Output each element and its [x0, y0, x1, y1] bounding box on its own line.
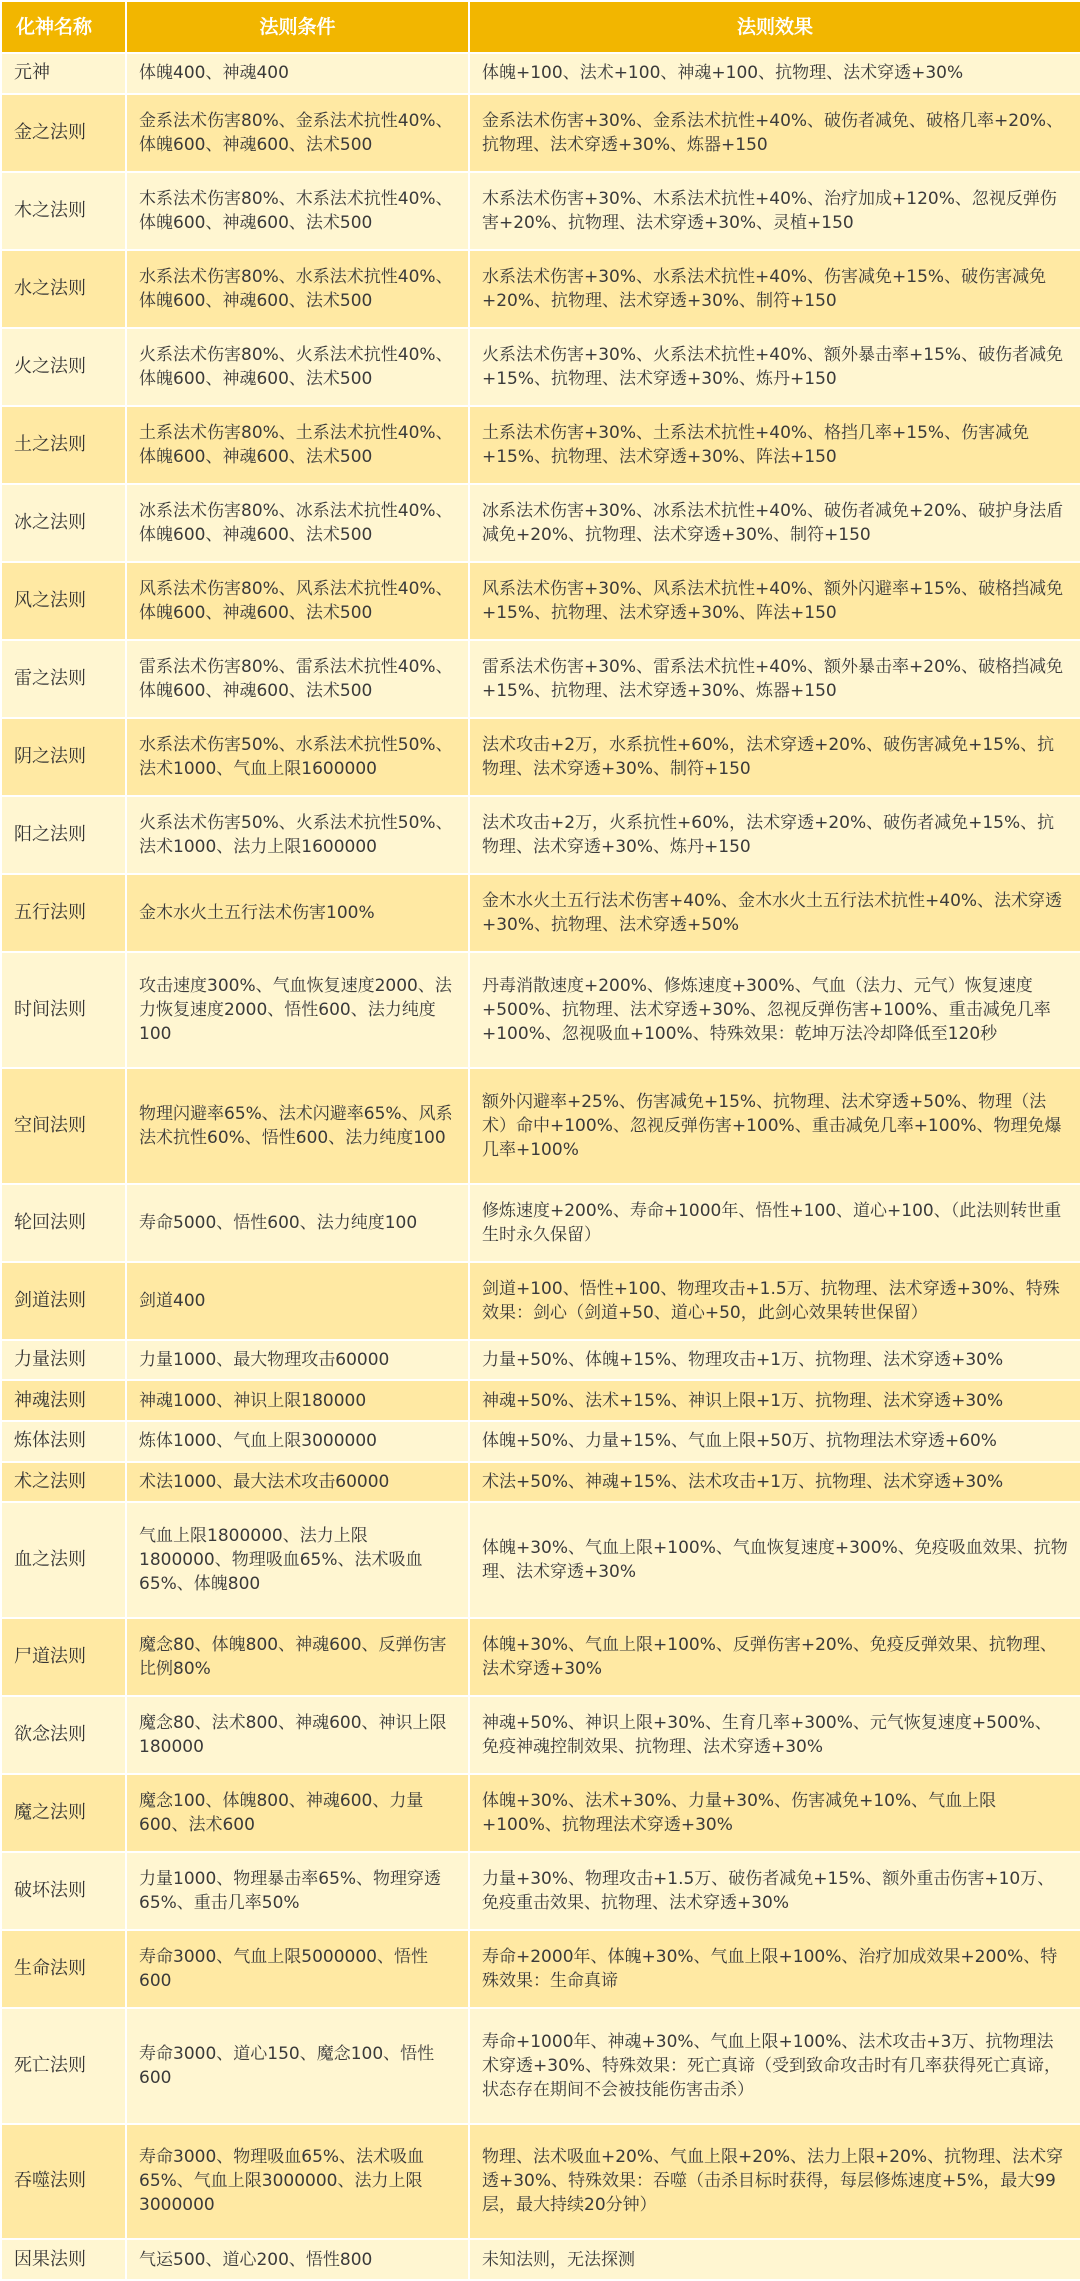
- law-effect: 额外闪避率+25%、伤害减免+15%、抗物理、法术穿透+50%、物理（法术）命中+100%、忽视反弹伤害+100%、重击减免几率+100%、物理免爆几率+100%: [469, 1068, 1080, 1184]
- law-condition: 物理闪避率65%、法术闪避率65%、风系法术抗性60%、悟性600、法力纯度100: [126, 1068, 469, 1184]
- law-name: 吞噬法则: [1, 2124, 126, 2240]
- law-condition: 魔念80、法术800、神魂600、神识上限180000: [126, 1696, 469, 1774]
- law-effect: 体魄+50%、力量+15%、气血上限+50万、抗物理法术穿透+60%: [469, 1421, 1080, 1462]
- law-name: 欲念法则: [1, 1696, 126, 1774]
- law-name: 金之法则: [1, 94, 126, 172]
- law-effect: 雷系法术伤害+30%、雷系法术抗性+40%、额外暴击率+20%、破格挡减免+15%、抗物理、法术穿透+30%、炼器+150: [469, 640, 1080, 718]
- law-name: 雷之法则: [1, 640, 126, 718]
- law-name: 空间法则: [1, 1068, 126, 1184]
- law-condition: 火系法术伤害50%、火系法术抗性50%、法术1000、法力上限1600000: [126, 796, 469, 874]
- table-row: [1, 796, 1080, 874]
- table-row: [1, 2239, 1080, 2280]
- law-name: 破坏法则: [1, 1852, 126, 1930]
- table-body: [1, 53, 1080, 2280]
- law-name: 阳之法则: [1, 796, 126, 874]
- table-row: [1, 1462, 1080, 1503]
- table-row: [1, 484, 1080, 562]
- law-effect: 未知法则，无法探测: [469, 2239, 1080, 2280]
- table-row: [1, 1068, 1080, 1184]
- table-row: [1, 874, 1080, 952]
- law-condition: 冰系法术伤害80%、冰系法术抗性40%、体魄600、神魂600、法术500: [126, 484, 469, 562]
- law-name: 尸道法则: [1, 1618, 126, 1696]
- table-row: [1, 406, 1080, 484]
- law-condition: 气运500、道心200、悟性800: [126, 2239, 469, 2280]
- table-header-row: [1, 1, 1080, 53]
- law-condition: 寿命3000、道心150、魔念100、悟性600: [126, 2008, 469, 2124]
- law-condition: 水系法术伤害80%、水系法术抗性40%、体魄600、神魂600、法术500: [126, 250, 469, 328]
- law-effect: 寿命+2000年、体魄+30%、气血上限+100%、治疗加成效果+200%、特殊效果：生命真谛: [469, 1930, 1080, 2008]
- law-condition: 木系法术伤害80%、木系法术抗性40%、体魄600、神魂600、法术500: [126, 172, 469, 250]
- table-row: [1, 1421, 1080, 1462]
- law-name: 阴之法则: [1, 718, 126, 796]
- law-name: 因果法则: [1, 2239, 126, 2280]
- table-row: [1, 1380, 1080, 1421]
- law-condition: 火系法术伤害80%、火系法术抗性40%、体魄600、神魂600、法术500: [126, 328, 469, 406]
- law-name: 冰之法则: [1, 484, 126, 562]
- table-row: [1, 1618, 1080, 1696]
- law-effect: 体魄+30%、法术+30%、力量+30%、伤害减免+10%、气血上限+100%、抗物理法术穿透+30%: [469, 1774, 1080, 1852]
- law-condition: 术法1000、最大法术攻击60000: [126, 1462, 469, 1503]
- law-effect: 力量+30%、物理攻击+1.5万、破伤者减免+15%、额外重击伤害+10万、免疫重击效果、抗物理、法术穿透+30%: [469, 1852, 1080, 1930]
- table-row: [1, 250, 1080, 328]
- table-row: [1, 1852, 1080, 1930]
- law-effect: 冰系法术伤害+30%、冰系法术抗性+40%、破伤者减免+20%、破护身法盾减免+20%、抗物理、法术穿透+30%、制符+150: [469, 484, 1080, 562]
- law-name: 炼体法则: [1, 1421, 126, 1462]
- table-row: [1, 2124, 1080, 2240]
- law-condition: 魔念100、体魄800、神魂600、力量600、法术600: [126, 1774, 469, 1852]
- law-effect: 水系法术伤害+30%、水系法术抗性+40%、伤害减免+15%、破伤害减免+20%、抗物理、法术穿透+30%、制符+150: [469, 250, 1080, 328]
- law-effect: 法术攻击+2万，火系抗性+60%，法术穿透+20%、破伤者减免+15%、抗物理、法术穿透+30%、炼丹+150: [469, 796, 1080, 874]
- law-effect: 剑道+100、悟性+100、物理攻击+1.5万、抗物理、法术穿透+30%、特殊效果：剑心（剑道+50、道心+50，此剑心效果转世保留）: [469, 1262, 1080, 1340]
- law-effect: 火系法术伤害+30%、火系法术抗性+40%、额外暴击率+15%、破伤者减免+15%、抗物理、法术穿透+30%、炼丹+150: [469, 328, 1080, 406]
- law-effect: 寿命+1000年、神魂+30%、气血上限+100%、法术攻击+3万、抗物理法术穿透+30%、特殊效果：死亡真谛（受到致命攻击时有几率获得死亡真谛，状态存在期间不会被技能伤害击杀）: [469, 2008, 1080, 2124]
- law-condition: 寿命3000、物理吸血65%、法术吸血65%、气血上限3000000、法力上限3000000: [126, 2124, 469, 2240]
- law-name: 剑道法则: [1, 1262, 126, 1340]
- law-condition: 剑道400: [126, 1262, 469, 1340]
- law-name: 火之法则: [1, 328, 126, 406]
- law-effect: 修炼速度+200%、寿命+1000年、悟性+100、道心+100、（此法则转世重生时永久保留）: [469, 1184, 1080, 1262]
- law-name: 五行法则: [1, 874, 126, 952]
- law-condition: 金系法术伤害80%、金系法术抗性40%、体魄600、神魂600、法术500: [126, 94, 469, 172]
- law-effect: 术法+50%、神魂+15%、法术攻击+1万、抗物理、法术穿透+30%: [469, 1462, 1080, 1503]
- table-row: [1, 1340, 1080, 1381]
- table-row: [1, 1184, 1080, 1262]
- law-effect: 木系法术伤害+30%、木系法术抗性+40%、治疗加成+120%、忽视反弹伤害+20%、抗物理、法术穿透+30%、灵植+150: [469, 172, 1080, 250]
- table-row: [1, 718, 1080, 796]
- law-condition: 风系法术伤害80%、风系法术抗性40%、体魄600、神魂600、法术500: [126, 562, 469, 640]
- law-condition: 金木水火土五行法术伤害100%: [126, 874, 469, 952]
- law-effect: 物理、法术吸血+20%、气血上限+20%、法力上限+20%、抗物理、法术穿透+30%、特殊效果：吞噬（击杀目标时获得，每层修炼速度+5%，最大99层，最大持续20分钟）: [469, 2124, 1080, 2240]
- law-name: 死亡法则: [1, 2008, 126, 2124]
- law-effect: 丹毒消散速度+200%、修炼速度+300%、气血（法力、元气）恢复速度+500%、抗物理、法术穿透+30%、忽视反弹伤害+100%、重击减免几率+100%、忽视吸血+100%、特殊效果：乾坤万法冷却降低至120秒: [469, 952, 1080, 1068]
- law-effect: 体魄+30%、气血上限+100%、反弹伤害+20%、免疫反弹效果、抗物理、法术穿透+30%: [469, 1618, 1080, 1696]
- law-effect: 神魂+50%、神识上限+30%、生育几率+300%、元气恢复速度+500%、免疫神魂控制效果、抗物理、法术穿透+30%: [469, 1696, 1080, 1774]
- law-effect: 力量+50%、体魄+15%、物理攻击+1万、抗物理、法术穿透+30%: [469, 1340, 1080, 1381]
- table-row: [1, 1502, 1080, 1618]
- table-row: [1, 952, 1080, 1068]
- law-condition: 雷系法术伤害80%、雷系法术抗性40%、体魄600、神魂600、法术500: [126, 640, 469, 718]
- law-name: 术之法则: [1, 1462, 126, 1503]
- law-condition: 神魂1000、神识上限180000: [126, 1380, 469, 1421]
- law-name: 血之法则: [1, 1502, 126, 1618]
- law-name: 生命法则: [1, 1930, 126, 2008]
- table-row: [1, 640, 1080, 718]
- law-effect: 风系法术伤害+30%、风系法术抗性+40%、额外闪避率+15%、破格挡减免+15%、抗物理、法术穿透+30%、阵法+150: [469, 562, 1080, 640]
- header-condition: 法则条件: [126, 1, 469, 53]
- law-name: 元神: [1, 53, 126, 94]
- law-condition: 气血上限1800000、法力上限1800000、物理吸血65%、法术吸血65%、体魄800: [126, 1502, 469, 1618]
- header-effect: 法则效果: [469, 1, 1080, 53]
- table-row: [1, 328, 1080, 406]
- table-row: [1, 562, 1080, 640]
- law-name: 时间法则: [1, 952, 126, 1068]
- law-name: 木之法则: [1, 172, 126, 250]
- law-name: 水之法则: [1, 250, 126, 328]
- table-row: [1, 172, 1080, 250]
- law-condition: 体魄400、神魂400: [126, 53, 469, 94]
- law-condition: 寿命3000、气血上限5000000、悟性600: [126, 1930, 469, 2008]
- law-name: 神魂法则: [1, 1380, 126, 1421]
- law-condition: 力量1000、物理暴击率65%、物理穿透65%、重击几率50%: [126, 1852, 469, 1930]
- law-condition: 土系法术伤害80%、土系法术抗性40%、体魄600、神魂600、法术500: [126, 406, 469, 484]
- law-condition: 水系法术伤害50%、水系法术抗性50%、法术1000、气血上限1600000: [126, 718, 469, 796]
- table-row: [1, 2008, 1080, 2124]
- table-row: [1, 1696, 1080, 1774]
- law-condition: 攻击速度300%、气血恢复速度2000、法力恢复速度2000、悟性600、法力纯度100: [126, 952, 469, 1068]
- law-condition: 魔念80、体魄800、神魂600、反弹伤害比例80%: [126, 1618, 469, 1696]
- law-condition: 力量1000、最大物理攻击60000: [126, 1340, 469, 1381]
- law-effect: 神魂+50%、法术+15%、神识上限+1万、抗物理、法术穿透+30%: [469, 1380, 1080, 1421]
- law-name: 轮回法则: [1, 1184, 126, 1262]
- law-name: 土之法则: [1, 406, 126, 484]
- law-condition: 炼体1000、气血上限3000000: [126, 1421, 469, 1462]
- law-effect: 体魄+100、法术+100、神魂+100、抗物理、法术穿透+30%: [469, 53, 1080, 94]
- table-row: [1, 53, 1080, 94]
- table-row: [1, 94, 1080, 172]
- law-name: 风之法则: [1, 562, 126, 640]
- table-row: [1, 1774, 1080, 1852]
- law-effect: 法术攻击+2万，水系抗性+60%，法术穿透+20%、破伤害减免+15%、抗物理、法术穿透+30%、制符+150: [469, 718, 1080, 796]
- law-effect: 金木水火土五行法术伤害+40%、金木水火土五行法术抗性+40%、法术穿透+30%、抗物理、法术穿透+50%: [469, 874, 1080, 952]
- law-name: 力量法则: [1, 1340, 126, 1381]
- law-name: 魔之法则: [1, 1774, 126, 1852]
- law-effect: 金系法术伤害+30%、金系法术抗性+40%、破伤者减免、破格几率+20%、抗物理、法术穿透+30%、炼器+150: [469, 94, 1080, 172]
- header-name: 化神名称: [1, 1, 126, 53]
- law-effect: 土系法术伤害+30%、土系法术抗性+40%、格挡几率+15%、伤害减免+15%、抗物理、法术穿透+30%、阵法+150: [469, 406, 1080, 484]
- law-effect: 体魄+30%、气血上限+100%、气血恢复速度+300%、免疫吸血效果、抗物理、法术穿透+30%: [469, 1502, 1080, 1618]
- table-row: [1, 1262, 1080, 1340]
- table-row: [1, 1930, 1080, 2008]
- law-condition: 寿命5000、悟性600、法力纯度100: [126, 1184, 469, 1262]
